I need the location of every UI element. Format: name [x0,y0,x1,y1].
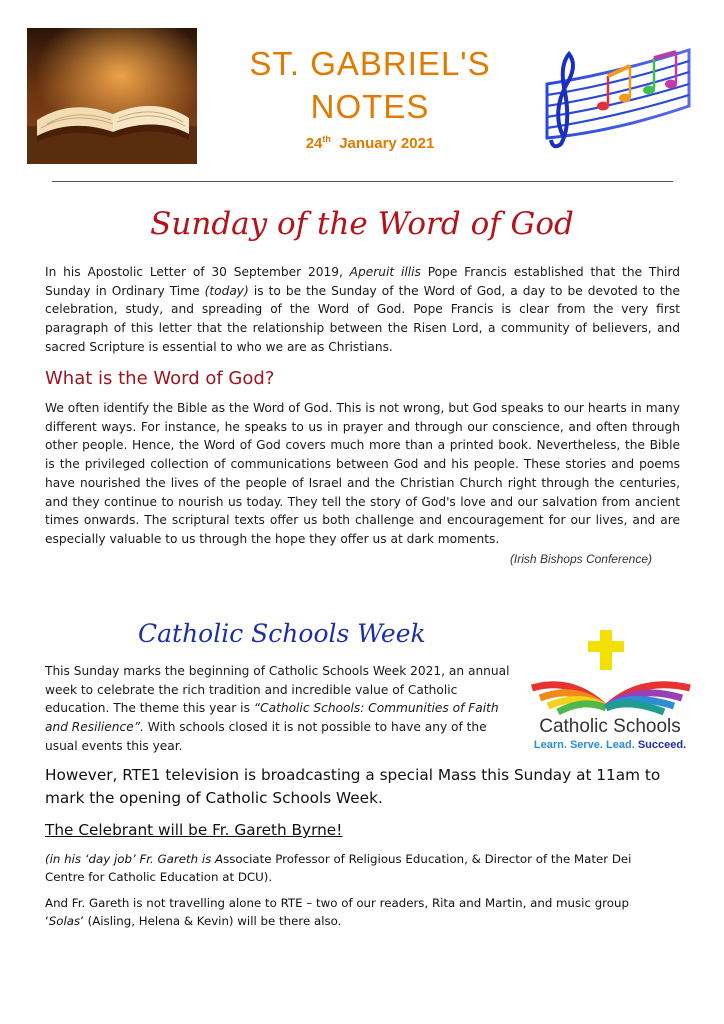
music-group-name: Solas [48,914,81,928]
readers-paragraph [45,894,645,930]
word-of-god-paragraph: We often identify the Bible as the Word of God. This is not wrong, but God speaks to our hearts in many different ways. For instance, he speaks to us in prayer and through our conscience, and often through other people. Hence, the Word of God covers much more than a printed book. Nevertheless, the Bible is the privileged collection of communications between God and his people. These stories and poems have nourished the lives of the people of Israel and the Christian Church right through the centuries, and they continue to nourish us today. They tell the story of God's love and our salvation from ancient times onwards. The scriptural texts offer us both challenge and encouragement for our lives, and are especially valuable to us through the hope they offer us at dark moments. [45,401,680,546]
logo-tagline [534,739,686,751]
logo-name: Catholic Schools [539,716,681,737]
catholic-schools-logo [526,626,696,754]
dayjob-italic: (in his ‘day job’ Fr. Gareth is A [45,852,224,866]
date-day: 24 [305,135,323,152]
date-suffix: th [322,134,331,144]
celebrant-line: The Celebrant will be Fr. Gareth Byrne! [45,821,343,839]
intro-text-2: Pope Francis established that the Third Sunday in Ordinary Time [45,265,680,298]
sunday-word-heading: Sunday of the Word of God [150,206,574,242]
dayjob-rest: ssociate Professor of Religious Education, & Director of the Mater Dei Centre for Catholic Education at DCU). [45,852,632,884]
schools-theme: “Catholic Schools: Communities of Faith and Resilience”. [45,701,499,735]
celebrant-role-paragraph [45,850,645,886]
rte-mass-announcement: However, RTE1 television is broadcasting a special Mass this Sunday at 11am to mark the opening of Catholic Schools Week. [45,766,661,807]
header-divider [52,181,673,182]
schools-text-1: This Sunday marks the beginning of Catholic Schools Week 2021, an annual week to celebrate the rich tradition and incredible value of Catholic education. The theme this year is [45,664,510,716]
intro-text-1: In his Apostolic Letter of 30 September 2019, [45,265,350,279]
logo-tagline-b: Succeed. [637,739,687,751]
newsletter-title [200,42,540,128]
sunday-intro-paragraph [45,263,680,357]
readers-text-2: ’ (Aisling, Helena & Kevin) will be there also. [80,914,342,928]
title-line-2: NOTES [310,88,430,125]
intro-text-3: is to be the Sunday of the Word of God, a day to be devoted to the celebration, study, and spreading of the Word of God. Pope Francis is clear from the very first paragraph of this letter that the relationship between the Risen Lord, a community of believers, and sacred Scripture is essential to who we are as Christians. [45,283,680,354]
logo-tagline-a: Learn. Serve. Lead. [533,739,638,751]
schools-week-paragraph [45,662,517,756]
date-month-year: January 2021 [339,135,435,152]
letter-title: Aperuit illis [349,265,421,279]
schools-text-2: With schools closed it is not possible to have any of the usual events this year. [45,720,487,753]
music-notes-image [543,40,693,158]
citation: (Irish Bishops Conference) [509,552,652,566]
word-of-god-heading: What is the Word of God? [45,368,275,389]
schools-week-heading: Catholic Schools Week [138,619,426,648]
readers-text-1: And Fr. Gareth is not travelling alone to RTE – two of our readers, Rita and Martin, and music group ‘ [45,896,629,928]
open-bible-image [27,28,197,164]
today-note: (today) [204,283,249,298]
issue-date [200,134,540,152]
title-line-1: ST. GABRIEL'S [249,45,491,82]
